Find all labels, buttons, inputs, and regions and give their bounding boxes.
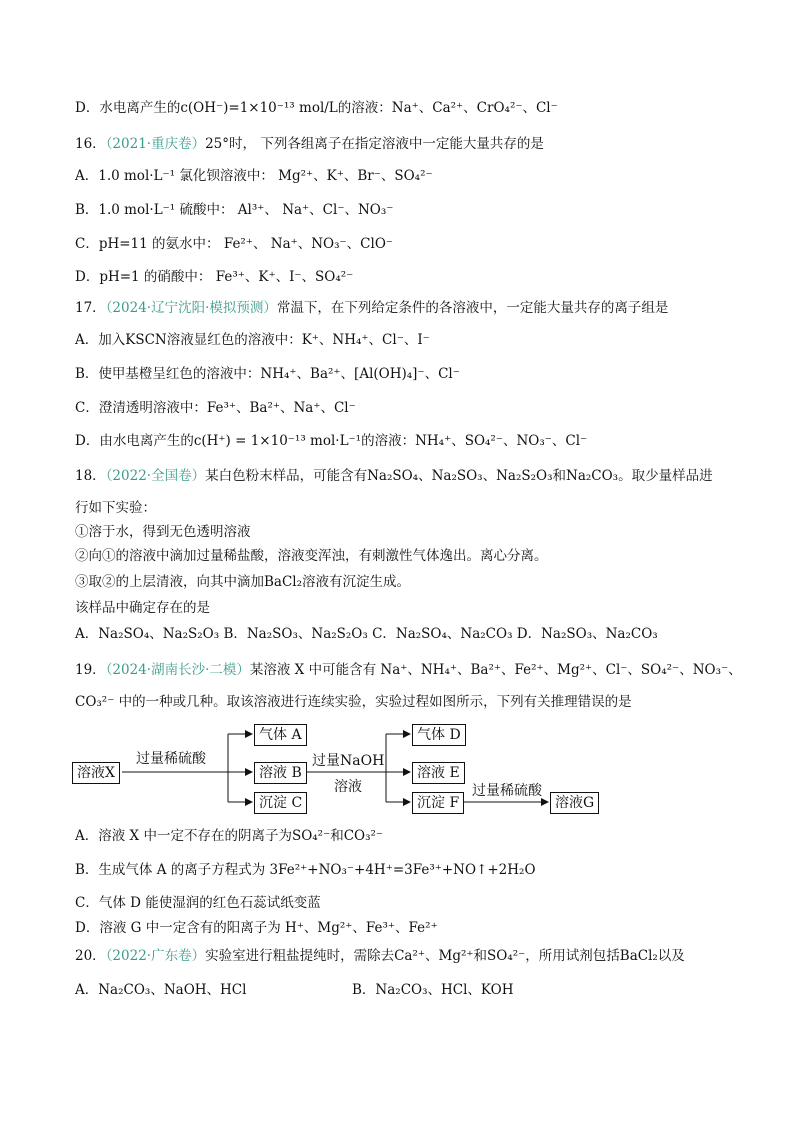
text-line-l04	[75, 200, 393, 220]
text-line-l11	[75, 431, 587, 451]
solution-b-box: 溶液 B	[254, 762, 307, 784]
text-line-l17	[75, 598, 210, 618]
line-text: ③取②的上层清液，向其中滴加BaCl₂溶液有沉淀生成。	[75, 574, 411, 590]
line-text: B．生成气体 A 的离子方程式为 3Fe²⁺+NO₃⁻+4H⁺=3Fe³⁺+NO↑+2H₂O	[75, 862, 536, 878]
question-source: （2024·湖南长沙·二模）	[105, 662, 250, 678]
line-text: A．1.0 mol·L⁻¹ 氯化钡溶液中： Mg²⁺、K⁺、Br⁻、SO₄²⁻	[75, 168, 433, 184]
question-source: （2022·广东卷）	[105, 948, 206, 964]
line-text: B．使甲基橙呈红色的溶液中：NH₄⁺、Ba²⁺、[Al(OH)₄]⁻、Cl⁻	[75, 366, 460, 382]
line-text: D．由水电离产生的c(H⁺) = 1×10⁻¹³ mol·L⁻¹的溶液：NH₄⁺、SO₄²⁻、NO₃⁻、Cl⁻	[75, 433, 588, 449]
line-text: 某白色粉末样品，可能含有Na₂SO₄、Na₂SO₃、Na₂S₂O₃和Na₂CO₃。取少量样品进	[205, 468, 713, 484]
text-line-l10	[75, 398, 356, 418]
experiment-flowchart	[60, 722, 620, 822]
reagent-2-label-line1: 过量NaOH	[312, 753, 385, 769]
text-line-l22	[75, 860, 536, 880]
text-line-l13	[75, 498, 156, 518]
text-line-l16	[75, 572, 410, 592]
line-text: A．加入KSCN溶液显红色的溶液中：K⁺、NH₄⁺、Cl⁻、I⁻	[75, 332, 430, 348]
solution-e-box: 溶液 E	[412, 762, 465, 784]
question-source: （2021·重庆卷）	[105, 136, 206, 152]
reagent-1-label: 过量稀硫酸	[136, 751, 206, 767]
text-line-l01	[75, 98, 558, 118]
question-number: 18．	[75, 468, 106, 484]
line-text: D．溶液 G 中一定含有的阳离子为 H⁺、Mg²⁺、Fe³⁺、Fe²⁺	[75, 920, 438, 936]
text-line-l08	[75, 330, 430, 350]
precipitate-c-box: 沉淀 C	[254, 792, 307, 814]
line-text: 25°时， 下列各组离子在指定溶液中一定能大量共存的是	[205, 136, 544, 152]
line-text: A．Na₂CO₃、NaOH、HCl	[75, 982, 247, 998]
line-text: 该样品中确定存在的是	[75, 600, 210, 616]
text-line-l18	[75, 624, 658, 644]
text-line-l12	[75, 466, 713, 486]
reagent-3-label: 过量稀硫酸	[472, 783, 542, 799]
text-line-l20	[75, 692, 632, 712]
text-line-l14	[75, 522, 251, 542]
question-number: 20．	[75, 948, 106, 964]
text-line-l15	[75, 546, 548, 566]
text-line-l09	[75, 364, 460, 384]
text-line-l21	[75, 826, 383, 846]
line-text: 某溶液 X 中可能含有 Na⁺、NH₄⁺、Ba²⁺、Fe²⁺、Mg²⁺、Cl⁻、SO₄²⁻、NO₃⁻、	[249, 662, 742, 678]
question-number: 16．	[75, 136, 106, 152]
question-number: 19．	[75, 662, 106, 678]
text-line-l26	[75, 980, 246, 1000]
line-text: 常温下，在下列给定条件的各溶液中，一定能大量共存的离子组是	[276, 300, 669, 316]
line-text: B．1.0 mol·L⁻¹ 硫酸中： Al³⁺、 Na⁺、Cl⁻、NO₃⁻	[75, 202, 394, 218]
line-text: ②向①的溶液中滴加过量稀盐酸，溶液变浑浊，有刺激性气体逸出。离心分离。	[75, 548, 548, 564]
text-line-l02	[75, 134, 544, 154]
question-number: 17．	[75, 300, 106, 316]
line-text: D．水电离产生的c(OH⁻)=1×10⁻¹³ mol/L的溶液：Na⁺、Ca²⁺、CrO₄²⁻、Cl⁻	[75, 100, 558, 116]
line-text: A．溶液 X 中一定不存在的阴离子为SO₄²⁻和CO₃²⁻	[75, 828, 384, 844]
text-line-l06	[75, 267, 353, 287]
flowchart-arrows	[60, 722, 620, 822]
line-text: C．气体 D 能使湿润的红色石蕊试纸变蓝	[75, 895, 321, 911]
text-line-l24	[75, 918, 438, 938]
reagent-2-label-line2: 溶液	[334, 779, 362, 795]
text-line-l25	[75, 946, 685, 966]
text-line-l27	[352, 980, 514, 1000]
line-text: ①溶于水，得到无色透明溶液	[75, 524, 251, 540]
text-line-l03	[75, 166, 433, 186]
question-source: （2024·辽宁沈阳·模拟预测）	[105, 300, 277, 316]
line-text: CO₃²⁻ 中的一种或几种。取该溶液进行连续实验，实验过程如图所示，下列有关推理错误的是	[75, 694, 632, 710]
solution-x-box: 溶液X	[72, 762, 120, 784]
text-line-l23	[75, 893, 321, 913]
line-text: D．pH=1 的硝酸中： Fe³⁺、K⁺、I⁻、SO₄²⁻	[75, 269, 354, 285]
precipitate-f-box: 沉淀 F	[412, 792, 464, 814]
line-text: C．澄清透明溶液中：Fe³⁺、Ba²⁺、Na⁺、Cl⁻	[75, 400, 356, 416]
solution-g-box: 溶液G	[550, 792, 599, 814]
line-text: C．pH=11 的氨水中： Fe²⁺、 Na⁺、NO₃⁻、ClO⁻	[75, 236, 394, 252]
text-line-l05	[75, 234, 393, 254]
gas-a-box: 气体 A	[254, 724, 307, 746]
line-text: B．Na₂CO₃、HCl、KOH	[352, 982, 514, 998]
line-text: 实验室进行粗盐提纯时，需除去Ca²⁺、Mg²⁺和SO₄²⁻，所用试剂包括BaCl₂以及	[205, 948, 685, 964]
text-line-l07	[75, 298, 668, 318]
gas-d-box: 气体 D	[412, 724, 466, 746]
line-text: A．Na₂SO₄、Na₂S₂O₃ B．Na₂SO₃、Na₂S₂O₃ C．Na₂SO₄、Na₂CO₃ D．Na₂SO₃、Na₂CO₃	[75, 626, 658, 642]
text-line-l19	[75, 660, 742, 680]
line-text: 行如下实验：	[75, 500, 156, 516]
question-source: （2022·全国卷）	[105, 468, 206, 484]
